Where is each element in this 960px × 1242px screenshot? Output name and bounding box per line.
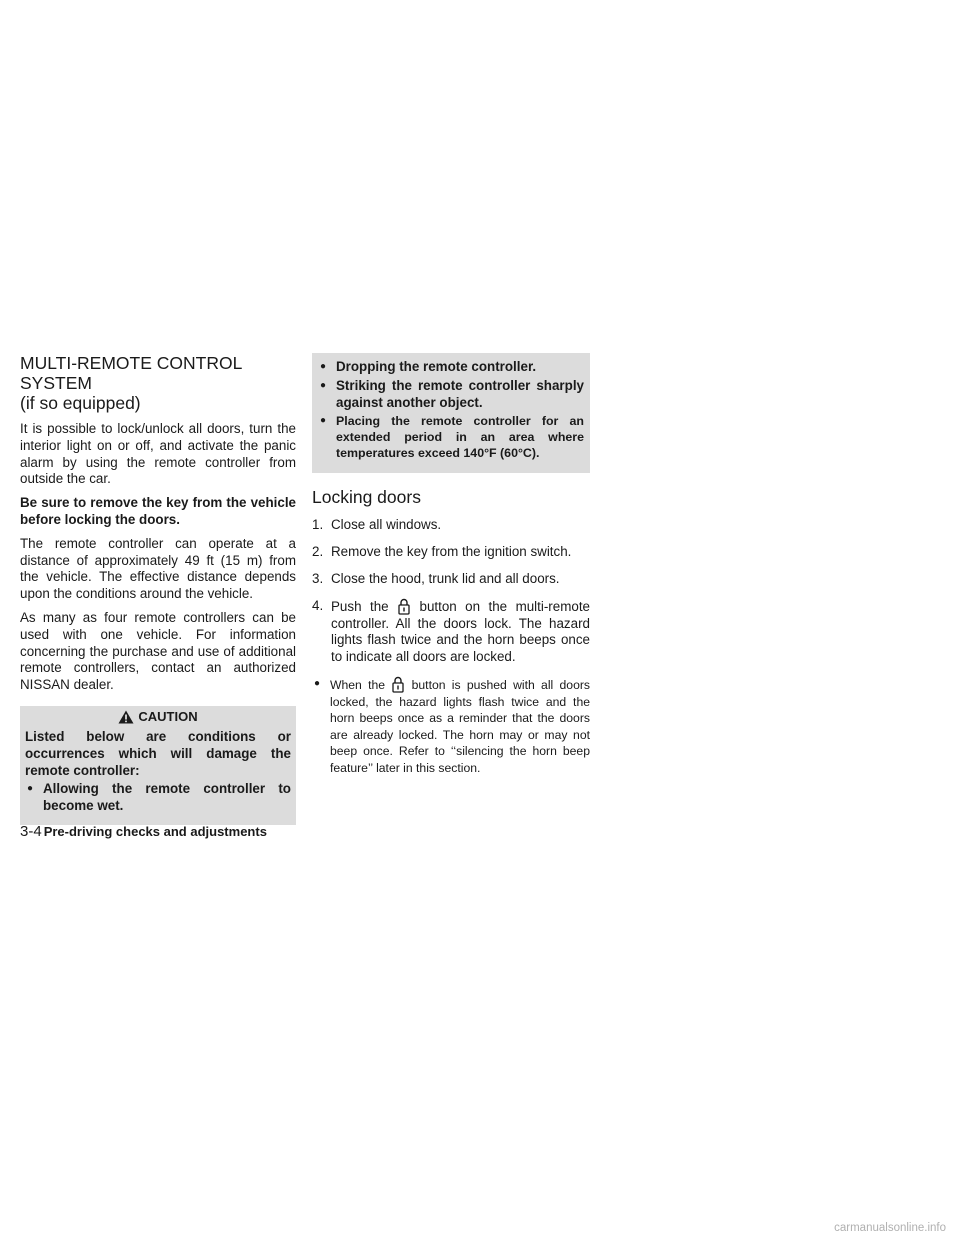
chapter-title: Pre-driving checks and adjustments xyxy=(43,824,267,839)
step-item xyxy=(312,598,590,666)
step-item xyxy=(312,517,590,534)
caution-bullet xyxy=(318,378,584,412)
additional-controllers-paragraph: As many as four remote controllers can be used with one vehicle. For information concerning the purchase and use of additional remote controllers, contact an authorized NISSAN dealer. xyxy=(20,609,296,693)
caution-intro: Listed below are conditions or occurrences which will damage the remote controller: xyxy=(25,728,291,778)
step-item xyxy=(312,571,590,588)
caution-box xyxy=(20,706,296,825)
step-text: Close all windows. xyxy=(331,517,442,533)
intro-paragraph: It is possible to lock/unlock all doors, turn the interior light on or off, and activate the panic alarm by using the remote controller from outside the car. xyxy=(20,421,296,487)
range-paragraph: The remote controller can operate at a distance of approximately 49 ft (15 m) from the vehicle. The effective distance depends upon the conditions around the vehicle. xyxy=(20,535,296,602)
step-number: 2. xyxy=(312,544,324,560)
bullet-mark: ● xyxy=(320,379,327,391)
caution-bullet-text: Striking the remote controller sharply against another object. xyxy=(336,377,584,410)
caution-heading-text: CAUTION xyxy=(138,708,198,724)
caution-bullet xyxy=(318,359,584,376)
right-column xyxy=(312,353,590,777)
title-line-1: MULTI-REMOTE CONTROL xyxy=(20,353,243,373)
title-line-2: SYSTEM xyxy=(20,373,92,393)
caution-bullet-text: Allowing the remote controller to become wet. xyxy=(43,781,291,814)
title-line-3: (if so equipped) xyxy=(20,393,141,413)
caution-box-continued xyxy=(312,353,590,473)
step-text-after: button on the multi-remote controller. All the doors lock. The hazard lights flash twice and the horn beeps once to indicate all doors are locked. xyxy=(331,598,590,665)
page-footer xyxy=(20,824,267,840)
step-item xyxy=(312,544,590,561)
step-text: Close the hood, trunk lid and all doors. xyxy=(331,570,560,586)
bullet-mark: ● xyxy=(320,361,327,372)
step-number: 1. xyxy=(312,517,324,533)
note-item xyxy=(312,676,590,777)
left-column xyxy=(20,353,296,825)
caution-bullet-text: Placing the remote controller for an extended period in an area where temperatures exceed 140°F (60°C). xyxy=(336,414,584,461)
page-title xyxy=(20,353,296,413)
bullet-mark: ● xyxy=(314,677,321,689)
step-text: Remove the key from the ignition switch. xyxy=(331,544,572,560)
caution-bullet-text: Dropping the remote controller. xyxy=(336,359,537,374)
lock-icon xyxy=(398,598,410,615)
step-number: 4. xyxy=(312,597,324,613)
note-text-after: button is pushed with all doors locked, the hazard lights flash twice and the horn beeps once as a reminder that the doors are already locked. The horn may or may not beep once. Refer to ‘‘silencing the horn beep feature’’ later in this section. xyxy=(330,677,591,775)
section-title: Locking doors xyxy=(312,487,421,508)
step-text-before: Push the xyxy=(331,598,389,614)
watermark-text: carmanualsonline.info xyxy=(834,1222,946,1234)
warning-triangle-icon xyxy=(118,710,134,724)
bullet-mark: ● xyxy=(320,415,327,427)
caution-bullet xyxy=(25,781,291,815)
step-number: 3. xyxy=(312,570,324,586)
page-number: 3-4 xyxy=(20,823,42,840)
key-warning-paragraph: Be sure to remove the key from the vehicle before locking the doors. xyxy=(20,495,296,527)
bullet-mark: ● xyxy=(27,783,34,795)
lock-icon xyxy=(392,676,404,693)
note-text-before: When the xyxy=(330,677,386,692)
caution-bullet xyxy=(318,413,584,461)
caution-heading xyxy=(25,709,291,725)
